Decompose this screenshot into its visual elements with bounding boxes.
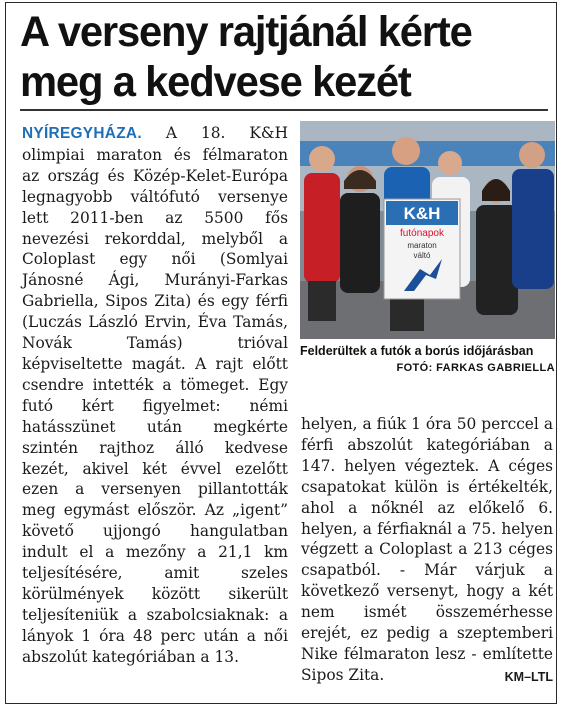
article-column-1: [22, 123, 288, 668]
banner-line-2: maraton: [407, 241, 437, 250]
banner-subtitle: futónapok: [400, 228, 444, 239]
caption-text: Felderültek a futók a borús időjárásban: [300, 344, 534, 358]
photo-credit: FOTÓ: FARKAS GABRIELLA: [396, 362, 555, 374]
runners-photo-illustration: [300, 121, 555, 339]
headline-line-1: A verseny rajtjánál kérte: [20, 8, 472, 56]
headline-rule: [20, 109, 548, 111]
banner-line-3: váltó: [413, 251, 431, 260]
author-signature: KM–LTL: [504, 669, 553, 684]
photo-caption: [300, 343, 555, 377]
article-column-2: [301, 414, 553, 688]
banner-logo-text: K&H: [403, 204, 441, 223]
article-column-1-text: A 18. K&H olimpiai maraton és félmaraton az ország és Közép-Kelet-Európa legnagyobb váltófutó versenye lett 2011-ben az 5500 fős nevezési rekorddal, melyből a Coloplast egy női (Somlyai Jánosné Ági, Murányi-Farkas Gabriella, Sipos Zita) és egy férfi (Luczás László Ervin, Éva Tamás, Novák Tamás) trióval képviseltette magát. A rajt előtt csendre intették a tömeget. Egy futó kért figyelmet: némi hatásszünet után megkérte szintén rajthoz álló kedvese kezét, akivel két évvel ezelőtt ezen a versenyen pillantották meg egymást először. Az „igent” követő ujjongó hangulatban indult el a mezőny a 21,1 km teljesítésére, amit szeles körülmények között sikerült teljesíteniük a szabolcsiaknak: a lányok 1 óra 48 perc után a női abszolút kategóriában a 13.: [22, 124, 288, 666]
article-frame: [5, 2, 557, 704]
headline-line-2: meg a kedvese kezét: [20, 58, 411, 106]
article-column-2-text: helyen, a fiúk 1 óra 50 perccel a férfi abszolút kategóriában a 147. helyen végeztek. A céges csapatokat külön is értékelték, ahol a nőknél az előkelő 6. helyen, a férfiaknál a 75. helyen végzett a Coloplast a 213 céges csapatból. - Már várjuk a következő versenyt, hogy a két nem ismét összemérhesse erejét, ez pedig a szeptemberi Nike félmaraton lesz - említette Sipos Zita.: [301, 415, 553, 684]
dateline: NYÍREGYHÁZA.: [22, 125, 142, 142]
runners-photo: [300, 121, 555, 339]
headline: [20, 7, 534, 107]
